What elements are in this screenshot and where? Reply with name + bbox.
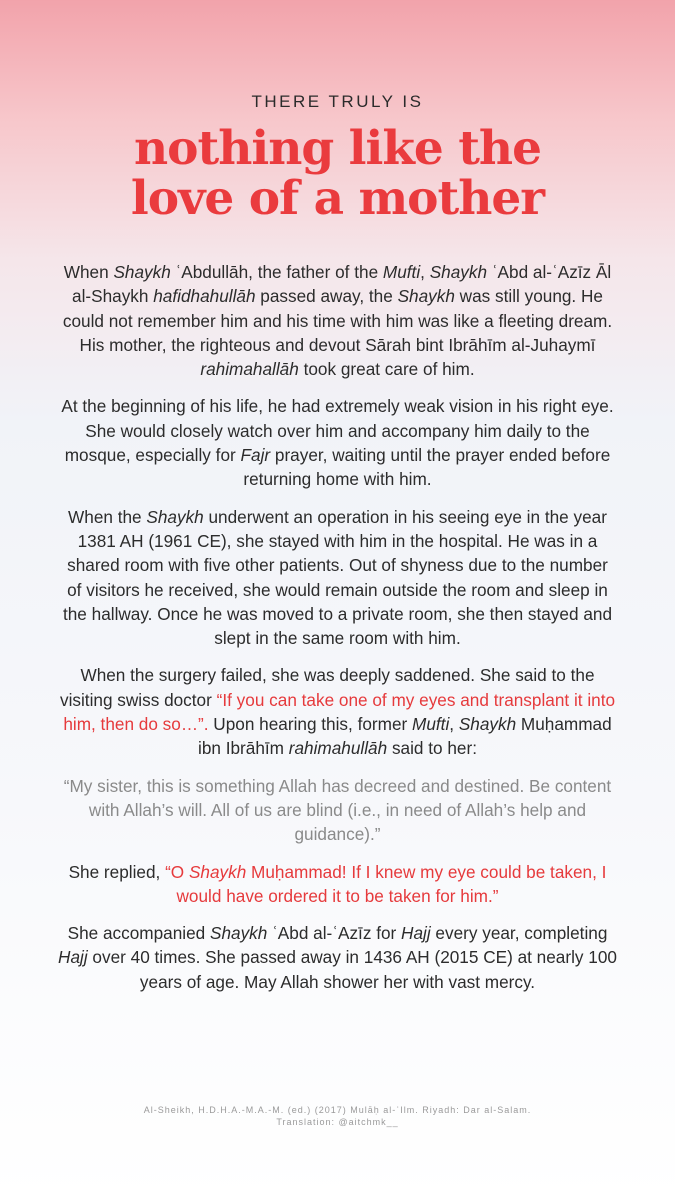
text: over 40 times. She passed away in 1436 AH (2015 CE) at nearly 100 years of age. May Allah shower her with vast mercy.	[87, 947, 617, 992]
text: ʿAbd al-ʿAzīz for	[267, 923, 402, 944]
paragraph-3	[58, 505, 617, 651]
text: At the beginning of his life, he had extremely weak vision in his right eye. She would closely watch over him and accompany him daily to the mosque, especially for	[61, 396, 614, 466]
italic-term: rahimahallāh	[200, 359, 299, 380]
italic-term: Fajr	[240, 445, 271, 466]
paragraph-5-quote: “My sister, this is something Allah has decreed and destined. Be content with Allah’s will. All of us are blind (i.e., in need of Allah’s help and guidance).”	[63, 775, 612, 845]
italic-term: Shaykh	[209, 923, 268, 944]
paragraph-2	[58, 394, 617, 491]
highlighted-quote: Muḥammad! If I knew my eye could be taken, I would have ordered it to be taken for him.”	[176, 861, 607, 906]
text: Muḥammad ibn Ibrāhīm	[198, 714, 612, 759]
highlighted-italic-term: Shaykh	[188, 861, 247, 882]
text: ,	[449, 714, 459, 735]
kicker-text: THERE TRULY IS	[251, 92, 424, 111]
headline	[0, 121, 675, 226]
paragraph-4	[58, 663, 617, 760]
paragraph-7	[58, 921, 617, 994]
citation-source: Al-Sheikh, H.D.H.A.-M.A.-M. (ed.) (2017) Mulāḥ al-ʿIlm. Riyadh: Dar al-Salam.	[143, 1105, 532, 1115]
headline-line-2: love of a mother	[130, 171, 545, 226]
italic-term: Shaykh	[397, 286, 455, 307]
text: When	[63, 262, 114, 282]
text: took great care of him.	[298, 359, 475, 380]
paragraph-6	[58, 860, 617, 909]
text: every year, completing	[430, 923, 608, 944]
text: ʿAbd al-ʿAzīz Āl al-Shaykh	[72, 262, 612, 307]
italic-term: Shaykh	[429, 262, 488, 282]
citation-translation: Translation: @aitchmk__	[276, 1117, 399, 1127]
headline-line-1: nothing like the	[134, 121, 541, 176]
text: She replied,	[68, 861, 166, 882]
italic-term: hafidhahullāh	[153, 286, 256, 307]
highlighted-quote: “O	[165, 861, 189, 882]
italic-term: Mufti	[382, 262, 421, 282]
text: underwent an operation in his seeing eye in the year 1381 AH (1961 CE), she stayed with him in the hospital. He was in a shared room with five other patients. Out of shyness due to the number of visitors he received, she would remain outside the room and sleep in the hallway. Once he was moved to a private room, she then stayed and slept in the same room with him.	[62, 506, 613, 649]
story-body	[58, 260, 617, 1007]
paragraph-1	[58, 260, 617, 381]
italic-term: rahimahullāh	[288, 738, 388, 759]
italic-term: Mufti	[412, 714, 450, 735]
text: When the	[68, 506, 147, 527]
text: When the surgery failed, she was deeply saddened. She said to the visiting swiss doctor	[59, 665, 595, 710]
text: was still young. He could not remember him and his time with him was like a fleeting dream. His mother, the righteous and devout Sārah bint Ibrāhīm al-Juhaymī	[62, 286, 613, 355]
highlighted-quote: “If you can take one of my eyes and transplant it into him, then do so…”.	[63, 689, 616, 735]
text: Upon hearing this, former	[208, 714, 413, 735]
citation	[0, 1104, 675, 1128]
text: ʿAbdullāh, the father of the	[170, 262, 383, 282]
italic-term: Shaykh	[458, 714, 517, 735]
italic-term: Shaykh	[113, 262, 171, 282]
italic-term: Hajj	[58, 947, 88, 968]
text: said to her:	[387, 738, 477, 759]
text: passed away, the	[255, 286, 398, 307]
italic-term: Shaykh	[146, 506, 204, 527]
text: prayer, waiting until the prayer ended before returning home with him.	[243, 445, 611, 490]
text: ,	[420, 262, 430, 282]
italic-term: Hajj	[401, 923, 431, 944]
text: She accompanied	[67, 923, 210, 944]
